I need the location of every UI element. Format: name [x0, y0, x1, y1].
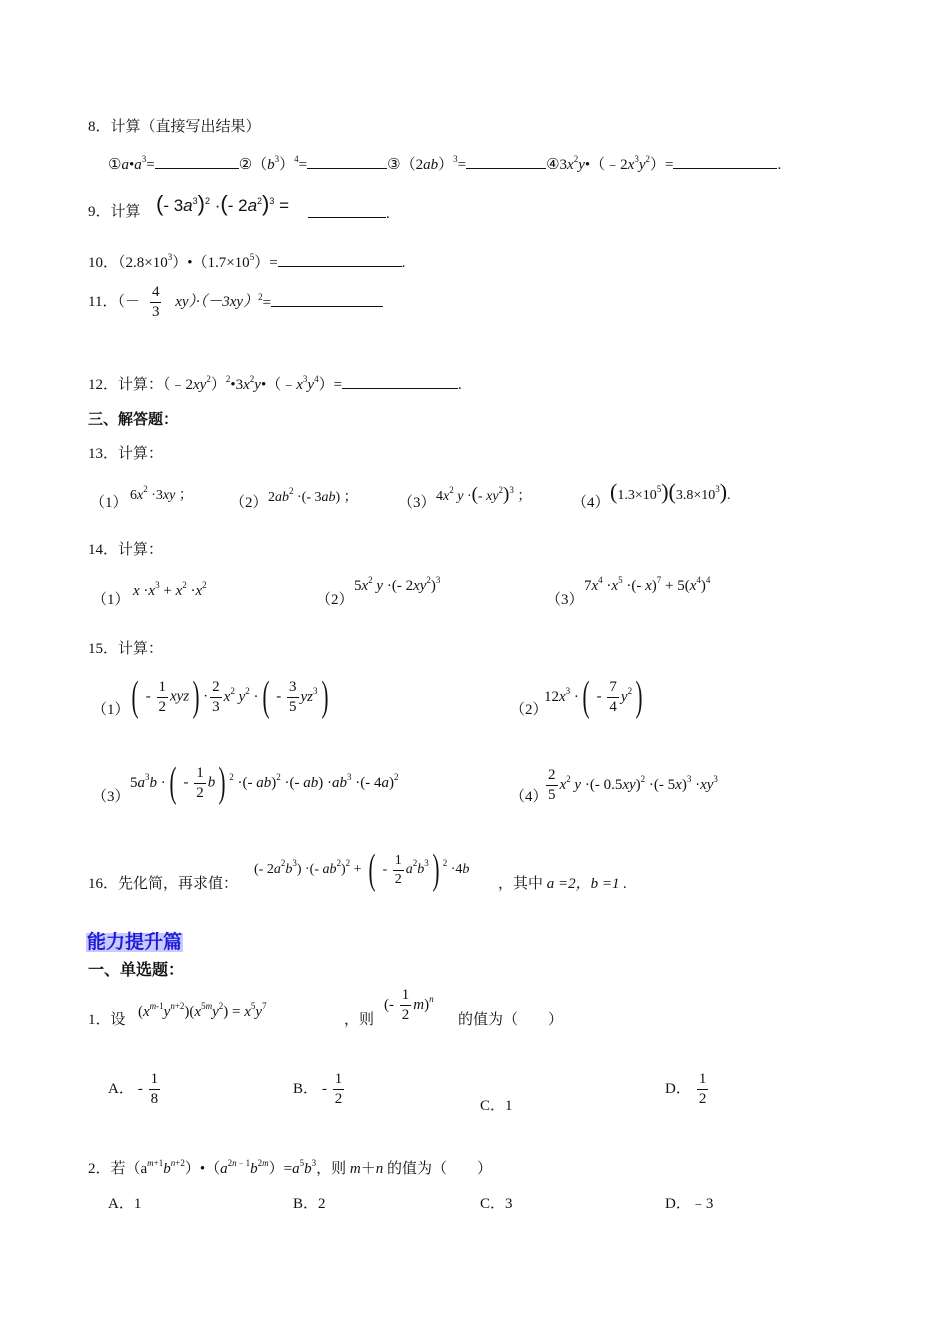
mc2-question: 2．若$(a^{m+1}b^{n+2})•(a^{2n﹣1}b^{2m})=a^5b^3$，则 m＋n 的值为（ ） — [88, 1158, 492, 1177]
q13-part2-label: （2） — [230, 495, 268, 511]
q8-line — [108, 156, 781, 173]
q9-label: 9．计算 — [88, 204, 141, 220]
q13-part2: $2ab^2$ ·(- 3ab) ； — [268, 486, 358, 505]
q13-part1-label: （1） — [90, 495, 128, 511]
q8-part1: $①a•a^3=$ — [108, 157, 239, 173]
q14-part3: $7x^4 \cdot x^5$ ·(- $x)^7 + 5(x^4)^4$ — [584, 575, 711, 594]
q13-label: 13．计算： — [88, 446, 164, 462]
mc1-target-expression: (- $\frac{1}{2}$ m)$^n$ — [384, 987, 434, 1023]
mc1-ask: 的值为（ ） — [458, 1012, 564, 1028]
q15-part3-label: （3） — [92, 789, 130, 805]
q14-label: 14．计算： — [88, 542, 164, 558]
mc1-option-b[interactable]: B． - $\frac{1}{2}$ — [293, 1071, 343, 1107]
q16-condition: ，其中 a =2，b =1 . — [498, 876, 628, 892]
q14-part1: $x \cdot x^3 + x^2 \cdot x^2$ — [133, 580, 207, 599]
q8-part2: $②(b^3)^4=$ — [239, 157, 387, 173]
q8-label: 8．计算（直接写出结果） — [88, 119, 261, 135]
mc2-option-b[interactable]: B．2 — [293, 1196, 326, 1212]
q14-part2-label: （2） — [316, 592, 354, 608]
mc1-option-d[interactable]: D． $\frac{1}{2}$ — [665, 1071, 707, 1107]
q14-part3-label: （3） — [546, 592, 584, 608]
q14-part1-label: （1） — [92, 592, 130, 608]
q11-line: 11．（－ $\frac{4}{3}$ $xy)\cdot(-3xy)^2=$ — [88, 285, 383, 320]
q13-part4: $(1.3\times 10^5)(3.8\times 10^3)$. — [610, 479, 731, 504]
q15-part2: $12x^3$ ·( - $\frac{7}{4}$ $y^2$) — [544, 674, 643, 720]
mc2-option-c[interactable]: C．3 — [480, 1196, 513, 1212]
q15-part4-label: （4） — [510, 789, 548, 805]
mc2-option-d[interactable]: D．﹣3 — [665, 1196, 714, 1212]
section1-title: 一、单选题： — [88, 960, 185, 979]
q8-part3: $③(2ab)^3=$ — [387, 157, 546, 173]
q15-part4: $\frac{2}{5}$ $x^2$ y ·(- 0.5xy)$^2$ ·(- $5x)^3 \cdot xy^3$ — [548, 767, 718, 803]
section3-title: 三、解答题： — [88, 410, 179, 428]
q15-part1: ( - $\frac{1}{2}$ xyz) · $\frac{2}{3}$ $x^2$ $y^2$ ·( - $\frac{3}{5}$ $yz^3$) — [131, 674, 328, 720]
mc1-option-a[interactable]: A． - $\frac{1}{8}$ — [108, 1071, 159, 1107]
q13-part4-label: （4） — [572, 495, 610, 511]
q8-part4: $④3x^2y•(﹣2x^3y^2)=$ . — [546, 154, 782, 173]
q14-part2: $5x^2$ y ·(- $2xy^2)^3$ — [354, 575, 441, 594]
q15-part3: $5a^3b$ ·( - $\frac{1}{2}$ b) $^2$ ·(- ab)$^2$ ·(- $ab) \cdot ab^3$ ·(- 4a)$^2$ — [130, 760, 399, 806]
mc1-option-c[interactable]: C．1 — [480, 1098, 513, 1114]
mc1-label: 1．设 — [88, 1012, 126, 1028]
mc1-then: ，则 — [344, 1012, 375, 1028]
q13-part1: $6x^2 \cdot 3xy$ ； — [130, 484, 193, 503]
q16-label: 16．先化简，再求值： — [88, 876, 239, 892]
q9-expression: (- $3a^3)^2$ ·(- $2a^2)^3$ = — [156, 191, 290, 216]
mc2-option-a[interactable]: A．1 — [108, 1196, 142, 1212]
q9-blank: . — [308, 205, 390, 222]
q10-line: 10．$(2.8\times 10^3)•(1.7\times 10^5)=$ . — [88, 252, 406, 271]
q12-line: 12．计算：$(﹣2xy^2)^2•3x^2y•(﹣x^3y^4)=$ . — [88, 374, 462, 393]
advanced-section-title: 能力提升篇 — [87, 931, 183, 953]
q13-part3-label: （3） — [398, 495, 436, 511]
q15-part2-label: （2） — [510, 702, 548, 718]
q13-part3: $4x^2$ y ·(- $xy^2)^3$ ； — [436, 484, 532, 505]
q15-part1-label: （1） — [92, 702, 130, 718]
q16-expression: (- $2a^2b^3$) ·(- $ab^2)^2$ + ( - $\frac{1}{2}$ $a^2b^3$) $^2$ ·4b — [254, 847, 470, 893]
q15-label: 15．计算： — [88, 641, 164, 657]
mc1-expression: $(x^{m-1}y^{n+2})(x^{5m}y^2) = x^5y^7$ — [138, 1001, 267, 1020]
